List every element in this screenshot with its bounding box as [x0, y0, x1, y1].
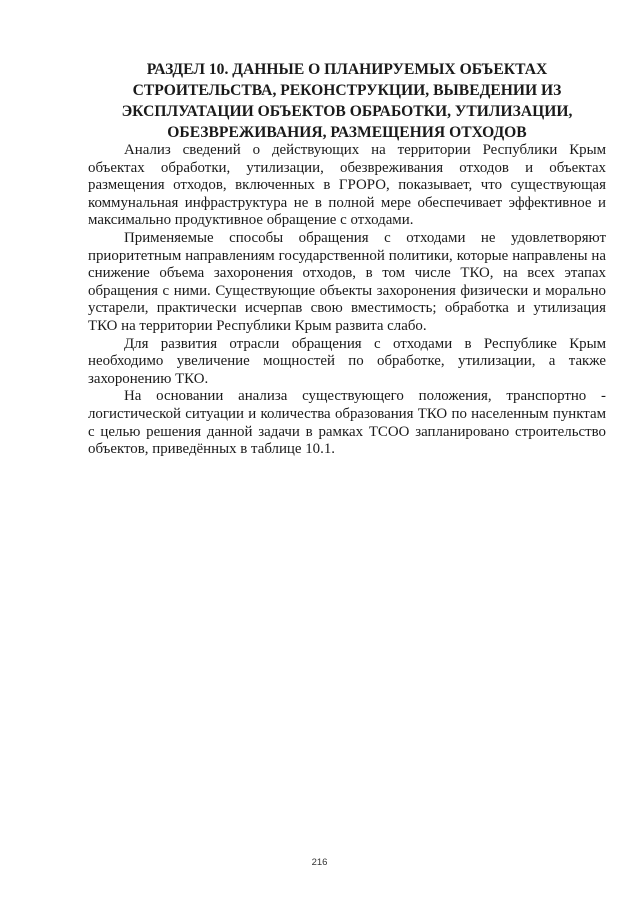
paragraph-3: Для развития отрасли обращения с отходами в Республике Крым необходимо увеличение мощностей по обработке, утилизации, а также захоронению ТКО.	[88, 335, 606, 387]
heading-line-2: СТРОИТЕЛЬСТВА, РЕКОНСТРУКЦИИ, ВЫВЕДЕНИИ ИЗ	[132, 82, 562, 99]
heading-line-3: ЭКСПЛУАТАЦИИ ОБЪЕКТОВ ОБРАБОТКИ, УТИЛИЗАЦИИ,	[121, 103, 573, 120]
page-number: 216	[311, 857, 328, 868]
section-heading	[88, 59, 606, 143]
paragraph-2: Применяемые способы обращения с отходами не удовлетворяют приоритетным направлениям государственной политики, которые направлены на снижение объема захоронения отходов, в том числе ТКО, на всех этапах обращения с ними. Существующие объекты захоронения физически и морально устарели, практически исчерпав свою вместимость; обработка и утилизация ТКО на территории Республики Крым развита слабо.	[88, 229, 606, 334]
body-text	[88, 142, 606, 459]
heading-line-1: РАЗДЕЛ 10. ДАННЫЕ О ПЛАНИРУЕМЫХ ОБЪЕКТАХ	[146, 61, 548, 78]
paragraph-1: Анализ сведений о действующих на территории Республики Крым объектах обработки, утилизации, обезвреживания отходов и объектах размещения отходов, включенных в ГРОРО, показывает, что существующая коммунальная инфраструктура не в полной мере обеспечивает эффективное и максимально продуктивное обращение с отходами.	[88, 142, 606, 229]
paragraph-4: На основании анализа существующего положения, транспортно - логистической ситуации и количества образования ТКО по населенным пунктам с целью решения данной задачи в рамках ТСОО запланировано строительство объектов, приведённых в таблице 10.1.	[88, 388, 606, 458]
heading-line-4: ОБЕЗВРЕЖИВАНИЯ, РАЗМЕЩЕНИЯ ОТХОДОВ	[167, 124, 527, 141]
